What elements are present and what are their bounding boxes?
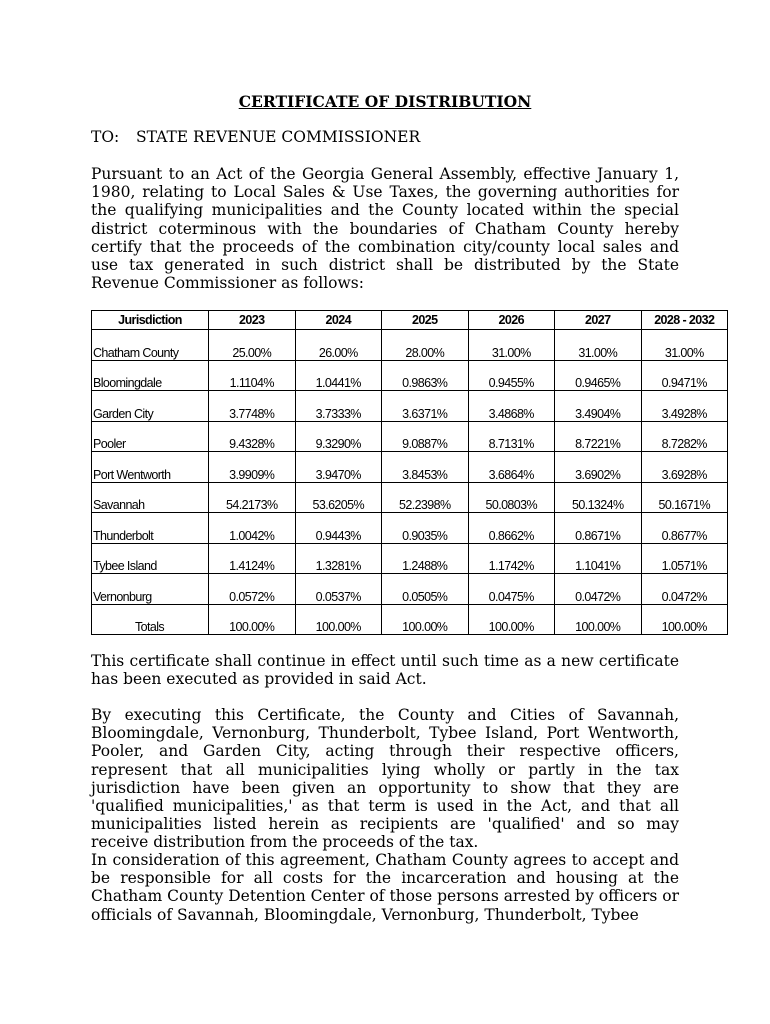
percentage-cell: 3.6371% [382,391,469,422]
percentage-cell: 9.0887% [382,421,469,452]
percentage-cell: 1.0571% [641,543,728,574]
table-header-row [92,311,728,330]
percentage-cell: 8.7131% [468,421,555,452]
column-header: 2023 [209,311,296,330]
jurisdiction-cell: Vernonburg [92,574,209,605]
percentage-cell: 100.00% [382,604,469,635]
percentage-cell: 0.0505% [382,574,469,605]
percentage-cell: 1.0042% [209,513,296,544]
percentage-cell: 1.1104% [209,360,296,391]
percentage-cell: 0.8671% [555,513,642,544]
table-row [92,452,728,483]
column-header: 2028 - 2032 [641,311,728,330]
percentage-cell: 3.7748% [209,391,296,422]
percentage-cell: 25.00% [209,330,296,361]
document-title: CERTIFICATE OF DISTRIBUTION [238,92,532,111]
table-row [92,391,728,422]
percentage-cell: 3.4868% [468,391,555,422]
table-row [92,330,728,361]
percentage-cell: 0.8662% [468,513,555,544]
percentage-cell: 100.00% [555,604,642,635]
column-header: 2025 [382,311,469,330]
percentage-cell: 3.6864% [468,452,555,483]
percentage-cell: 0.9443% [295,513,382,544]
totals-label: Totals [92,604,209,635]
column-header: 2027 [555,311,642,330]
percentage-cell: 100.00% [641,604,728,635]
percentage-cell: 1.3281% [295,543,382,574]
recipient-value: STATE REVENUE COMMISSIONER [136,128,421,146]
percentage-cell: 54.2173% [209,482,296,513]
representation-paragraph: By executing this Certificate, the County and Cities of Savannah, Bloomingdale, Vernonburg, Thunderbolt, Tybee Island, Port Wentworth, Pooler, and Garden City, acting through their respective officers, represent that all municipalities lying wholly or partly in the tax jurisdiction have been given an opportunity to show that they are 'qualified municipalities,' as that term is used in the Act, and that all municipalities listed herein as recipients are 'qualified' and so may receive distribution from the proceeds of the tax. [91,706,679,852]
percentage-cell: 1.1041% [555,543,642,574]
percentage-cell: 0.0472% [641,574,728,605]
jurisdiction-cell: Pooler [92,421,209,452]
jurisdiction-cell: Bloomingdale [92,360,209,391]
percentage-cell: 0.8677% [641,513,728,544]
intro-paragraph: Pursuant to an Act of the Georgia General Assembly, effective January 1, 1980, relating to Local Sales & Use Taxes, the governing authorities for the qualifying municipalities and the County located within the special district coterminous with the boundaries of Chatham County hereby certify that the proceeds of the combination city/county local sales and use tax generated in such district shall be distributed by the State Revenue Commissioner as follows: [91,165,679,293]
percentage-cell: 3.9470% [295,452,382,483]
percentage-cell: 8.7282% [641,421,728,452]
table-row [92,543,728,574]
percentage-cell: 0.0472% [555,574,642,605]
percentage-cell: 3.6928% [641,452,728,483]
column-header: Jurisdiction [92,311,209,330]
recipient-label: TO: [91,128,120,146]
percentage-cell: 1.1742% [468,543,555,574]
percentage-cell: 26.00% [295,330,382,361]
jurisdiction-cell: Port Wentworth [92,452,209,483]
table-row [92,482,728,513]
percentage-cell: 100.00% [209,604,296,635]
table-row [92,574,728,605]
percentage-cell: 50.1324% [555,482,642,513]
percentage-cell: 31.00% [641,330,728,361]
percentage-cell: 28.00% [382,330,469,361]
percentage-cell: 8.7221% [555,421,642,452]
jurisdiction-cell: Tybee Island [92,543,209,574]
percentage-cell: 0.9863% [382,360,469,391]
percentage-cell: 0.9465% [555,360,642,391]
percentage-cell: 52.2398% [382,482,469,513]
table-row [92,421,728,452]
percentage-cell: 0.9455% [468,360,555,391]
percentage-cell: 3.4904% [555,391,642,422]
percentage-cell: 3.9909% [209,452,296,483]
percentage-cell: 50.1671% [641,482,728,513]
percentage-cell: 31.00% [555,330,642,361]
percentage-cell: 50.0803% [468,482,555,513]
table-row [92,513,728,544]
percentage-cell: 1.0441% [295,360,382,391]
percentage-cell: 3.8453% [382,452,469,483]
distribution-table [91,310,728,635]
percentage-cell: 0.0475% [468,574,555,605]
consideration-paragraph: In consideration of this agreement, Chatham County agrees to accept and be responsible for all costs for the incarceration and housing at the Chatham County Detention Center of those persons arrested by officers or officials of Savannah, Bloomingdale, Vernonburg, Thunderbolt, Tybee [91,851,679,924]
recipient-line [91,128,420,146]
jurisdiction-cell: Thunderbolt [92,513,209,544]
jurisdiction-cell: Garden City [92,391,209,422]
percentage-cell: 9.4328% [209,421,296,452]
percentage-cell: 31.00% [468,330,555,361]
percentage-cell: 1.2488% [382,543,469,574]
percentage-cell: 1.4124% [209,543,296,574]
percentage-cell: 0.9035% [382,513,469,544]
column-header: 2026 [468,311,555,330]
percentage-cell: 100.00% [468,604,555,635]
percentage-cell: 3.6902% [555,452,642,483]
percentage-cell: 9.3290% [295,421,382,452]
percentage-cell: 3.7333% [295,391,382,422]
effect-paragraph: This certificate shall continue in effect until such time as a new certificate has been executed as provided in said Act. [91,652,679,689]
column-header: 2024 [295,311,382,330]
totals-row [92,604,728,635]
percentage-cell: 100.00% [295,604,382,635]
percentage-cell: 3.4928% [641,391,728,422]
percentage-cell: 0.0572% [209,574,296,605]
jurisdiction-cell: Savannah [92,482,209,513]
percentage-cell: 0.9471% [641,360,728,391]
jurisdiction-cell: Chatham County [92,330,209,361]
percentage-cell: 0.0537% [295,574,382,605]
table-row [92,360,728,391]
percentage-cell: 53.6205% [295,482,382,513]
